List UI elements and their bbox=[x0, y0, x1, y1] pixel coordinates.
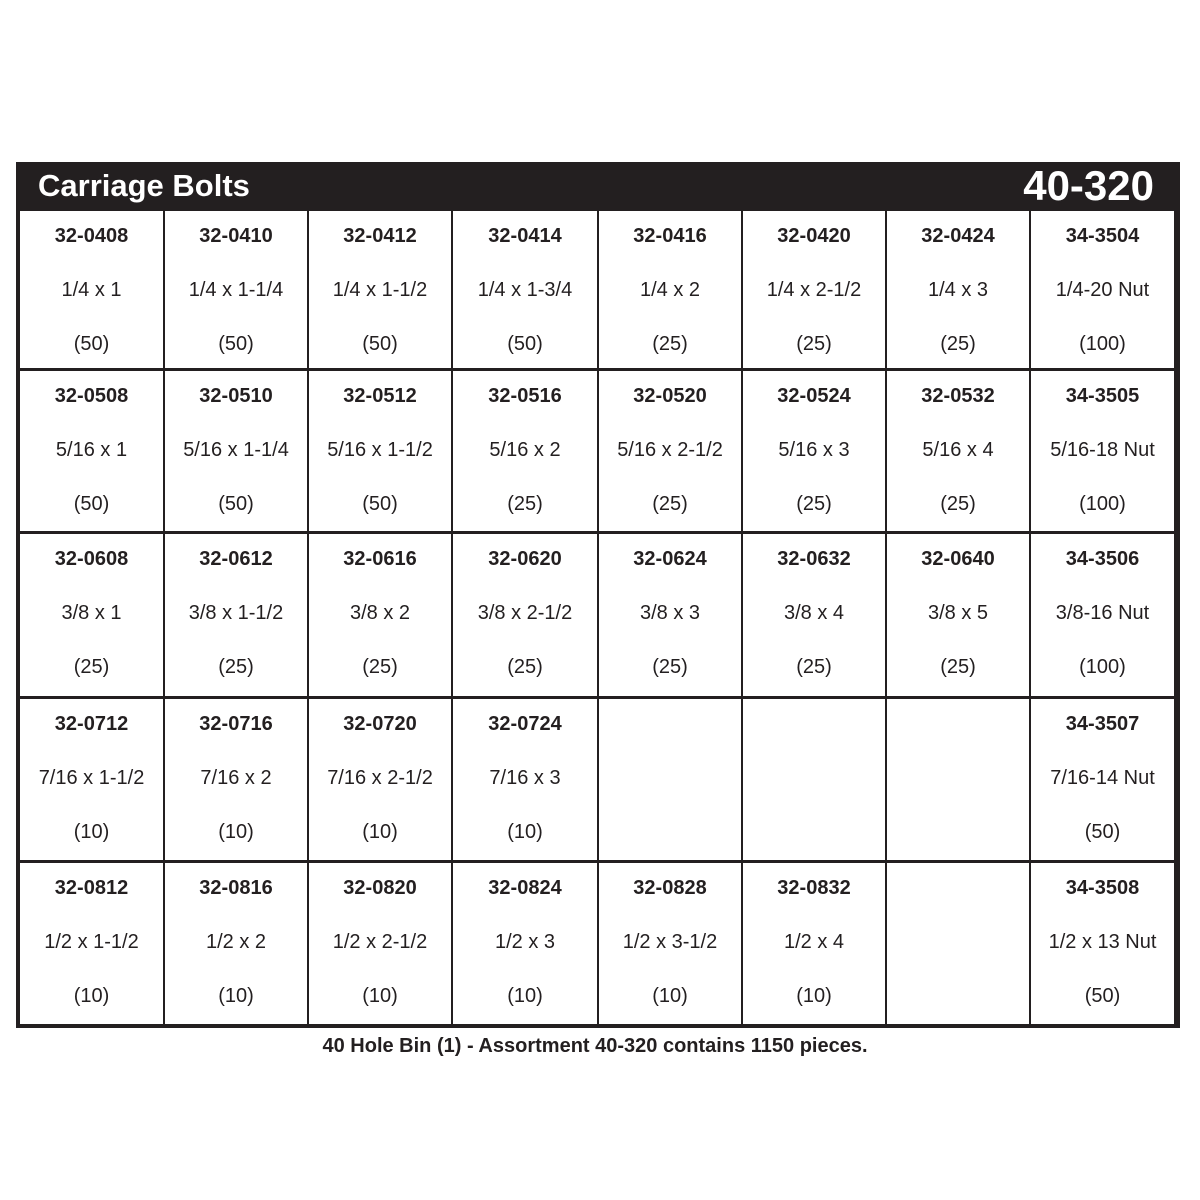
quantity: (25) bbox=[507, 493, 543, 515]
part-number: 34-3508 bbox=[1065, 877, 1140, 899]
bin-cell bbox=[165, 211, 307, 368]
bin-cell bbox=[743, 863, 885, 1024]
bolt-size: 3/8-16 Nut bbox=[1055, 602, 1150, 624]
bolt-size: 5/16-18 Nut bbox=[1050, 439, 1155, 461]
quantity: (10) bbox=[362, 821, 398, 843]
bolt-size: 1/2 x 3-1/2 bbox=[622, 931, 718, 953]
part-number: 32-0716 bbox=[199, 713, 273, 735]
bin-cell bbox=[599, 371, 741, 531]
quantity: (50) bbox=[218, 333, 254, 355]
quantity: (50) bbox=[218, 493, 254, 515]
part-number: 32-0832 bbox=[777, 877, 851, 899]
quantity: (10) bbox=[507, 821, 543, 843]
quantity: (50) bbox=[73, 493, 110, 515]
quantity: (25) bbox=[507, 656, 543, 678]
bin-cell bbox=[1031, 699, 1174, 860]
part-number: 32-0612 bbox=[199, 548, 273, 570]
part-number: 32-0724 bbox=[488, 713, 562, 735]
bolt-size: 7/16 x 2-1/2 bbox=[327, 767, 433, 789]
bolt-size: 1/4 x 2-1/2 bbox=[766, 279, 862, 301]
bolt-size: 1/4-20 Nut bbox=[1055, 279, 1150, 301]
quantity: (10) bbox=[652, 985, 688, 1007]
bin-cell bbox=[20, 211, 163, 368]
part-number: 32-0416 bbox=[633, 225, 707, 247]
part-number: 32-0412 bbox=[343, 225, 417, 247]
quantity: (10) bbox=[73, 821, 110, 843]
part-number: 32-0624 bbox=[633, 548, 707, 570]
part-number: 32-0508 bbox=[54, 385, 129, 407]
bolt-size: 3/8 x 1-1/2 bbox=[188, 602, 284, 624]
assortment-number: 40-320 bbox=[1023, 162, 1154, 209]
quantity: (50) bbox=[507, 333, 543, 355]
bolt-size: 3/8 x 4 bbox=[783, 602, 845, 624]
part-number: 32-0632 bbox=[777, 548, 851, 570]
quantity: (25) bbox=[940, 333, 976, 355]
bolt-size: 1/2 x 3 bbox=[494, 931, 556, 953]
quantity: (25) bbox=[218, 656, 254, 678]
quantity: (25) bbox=[73, 656, 110, 678]
bolt-size: 3/8 x 2-1/2 bbox=[477, 602, 573, 624]
bolt-size: 7/16 x 1-1/2 bbox=[38, 767, 145, 789]
bin-cell bbox=[1031, 534, 1174, 696]
quantity: (25) bbox=[940, 656, 976, 678]
bin-cell bbox=[165, 371, 307, 531]
bin-cell bbox=[743, 534, 885, 696]
part-number: 32-0712 bbox=[54, 713, 129, 735]
quantity: (10) bbox=[73, 985, 110, 1007]
part-number: 32-0520 bbox=[633, 385, 707, 407]
bolt-size: 5/16 x 2 bbox=[489, 439, 561, 461]
bin-cell bbox=[599, 211, 741, 368]
bin-cell bbox=[1031, 211, 1174, 368]
quantity: (25) bbox=[796, 493, 832, 515]
bin-cell bbox=[887, 211, 1029, 368]
bin-cell bbox=[743, 371, 885, 531]
bin-cell bbox=[165, 699, 307, 860]
bin-cell bbox=[20, 534, 163, 696]
bin-cell bbox=[453, 699, 597, 860]
quantity: (50) bbox=[1084, 985, 1121, 1007]
bolt-size: 7/16 x 3 bbox=[489, 767, 561, 789]
part-number: 32-0816 bbox=[199, 877, 273, 899]
bolt-size: 5/16 x 1-1/2 bbox=[327, 439, 433, 461]
bolt-size: 1/2 x 2-1/2 bbox=[332, 931, 428, 953]
part-number: 32-0824 bbox=[488, 877, 562, 899]
quantity: (25) bbox=[796, 656, 832, 678]
bolt-size: 3/8 x 3 bbox=[639, 602, 701, 624]
bin-cell bbox=[453, 211, 597, 368]
quantity: (50) bbox=[73, 333, 110, 355]
bin-cell bbox=[743, 699, 885, 860]
quantity: (100) bbox=[1079, 333, 1126, 355]
bolt-size: 1/4 x 1 bbox=[61, 279, 122, 301]
quantity: (25) bbox=[652, 493, 688, 515]
bolt-size: 1/2 x 2 bbox=[205, 931, 267, 953]
part-number: 34-3504 bbox=[1065, 225, 1140, 247]
bin-cell bbox=[309, 371, 451, 531]
bolt-size: 3/8 x 5 bbox=[927, 602, 989, 624]
quantity: (10) bbox=[507, 985, 543, 1007]
bolt-size: 5/16 x 3 bbox=[778, 439, 850, 461]
bin-cell bbox=[887, 371, 1029, 531]
bolt-size: 5/16 x 1-1/4 bbox=[183, 439, 289, 461]
quantity: (50) bbox=[362, 333, 398, 355]
footer-note: 40 Hole Bin (1) - Assortment 40-320 contains 1150 pieces. bbox=[322, 1035, 868, 1057]
part-number: 32-0512 bbox=[343, 385, 417, 407]
bin-cell bbox=[1031, 371, 1174, 531]
part-number: 32-0608 bbox=[54, 548, 129, 570]
bin-cell bbox=[887, 863, 1029, 1024]
part-number: 34-3507 bbox=[1065, 713, 1140, 735]
bin-cell bbox=[887, 699, 1029, 860]
quantity: (25) bbox=[362, 656, 398, 678]
bolt-size: 1/2 x 4 bbox=[783, 931, 845, 953]
bin-cell bbox=[20, 863, 163, 1024]
bolt-size: 1/4 x 1-3/4 bbox=[477, 279, 573, 301]
part-number: 32-0510 bbox=[199, 385, 273, 407]
part-number: 32-0812 bbox=[54, 877, 129, 899]
bolt-size: 1/2 x 13 Nut bbox=[1048, 931, 1157, 953]
part-number: 32-0414 bbox=[488, 225, 562, 247]
bin-cell bbox=[453, 863, 597, 1024]
quantity: (100) bbox=[1079, 656, 1126, 678]
bin-cell bbox=[20, 371, 163, 531]
quantity: (25) bbox=[940, 493, 976, 515]
quantity: (25) bbox=[796, 333, 832, 355]
part-number: 32-0620 bbox=[488, 548, 562, 570]
quantity: (25) bbox=[652, 333, 688, 355]
part-number: 34-3506 bbox=[1065, 548, 1140, 570]
bin-cell bbox=[1031, 863, 1174, 1024]
bin-cell bbox=[165, 534, 307, 696]
bolt-size: 1/2 x 1-1/2 bbox=[44, 931, 139, 953]
part-number: 32-0424 bbox=[921, 225, 995, 247]
quantity: (50) bbox=[362, 493, 398, 515]
assortment-chart bbox=[16, 162, 1180, 1028]
bin-cell bbox=[165, 863, 307, 1024]
chart-header bbox=[16, 162, 1180, 211]
bin-cell bbox=[453, 534, 597, 696]
bolt-size: 7/16-14 Nut bbox=[1050, 767, 1155, 789]
bolt-size: 5/16 x 4 bbox=[922, 439, 994, 461]
part-number: 32-0616 bbox=[343, 548, 417, 570]
bolt-size: 1/4 x 3 bbox=[927, 279, 989, 301]
quantity: (10) bbox=[218, 821, 254, 843]
bin-cell bbox=[309, 863, 451, 1024]
part-number: 32-0410 bbox=[199, 225, 273, 247]
part-number: 32-0420 bbox=[777, 225, 851, 247]
chart-title: Carriage Bolts bbox=[38, 168, 250, 203]
part-number: 32-0516 bbox=[488, 385, 562, 407]
bin-grid bbox=[20, 211, 1176, 1024]
quantity: (100) bbox=[1079, 493, 1126, 515]
bin-cell bbox=[599, 699, 741, 860]
part-number: 32-0532 bbox=[921, 385, 995, 407]
bin-cell bbox=[743, 211, 885, 368]
bin-cell bbox=[599, 863, 741, 1024]
quantity: (50) bbox=[1084, 821, 1121, 843]
bolt-size: 3/8 x 2 bbox=[349, 602, 411, 624]
bin-cell bbox=[309, 699, 451, 860]
bolt-size: 1/4 x 2 bbox=[639, 279, 701, 301]
quantity: (10) bbox=[218, 985, 254, 1007]
bin-cell bbox=[453, 371, 597, 531]
part-number: 34-3505 bbox=[1065, 385, 1140, 407]
bin-cell bbox=[20, 699, 163, 860]
bin-cell bbox=[599, 534, 741, 696]
bin-cell bbox=[887, 534, 1029, 696]
quantity: (25) bbox=[652, 656, 688, 678]
bolt-size: 5/16 x 2-1/2 bbox=[617, 439, 723, 461]
bolt-size: 1/4 x 1-1/4 bbox=[188, 279, 284, 301]
part-number: 32-0640 bbox=[921, 548, 995, 570]
bin-cell bbox=[309, 211, 451, 368]
part-number: 32-0820 bbox=[343, 877, 417, 899]
part-number: 32-0408 bbox=[54, 225, 129, 247]
bin-cell bbox=[309, 534, 451, 696]
quantity: (10) bbox=[362, 985, 398, 1007]
bolt-size: 3/8 x 1 bbox=[61, 602, 122, 624]
bolt-size: 5/16 x 1 bbox=[55, 439, 128, 461]
quantity: (10) bbox=[796, 985, 832, 1007]
part-number: 32-0720 bbox=[343, 713, 417, 735]
bolt-size: 7/16 x 2 bbox=[200, 767, 272, 789]
part-number: 32-0524 bbox=[777, 385, 851, 407]
bolt-size: 1/4 x 1-1/2 bbox=[332, 279, 428, 301]
part-number: 32-0828 bbox=[633, 877, 707, 899]
